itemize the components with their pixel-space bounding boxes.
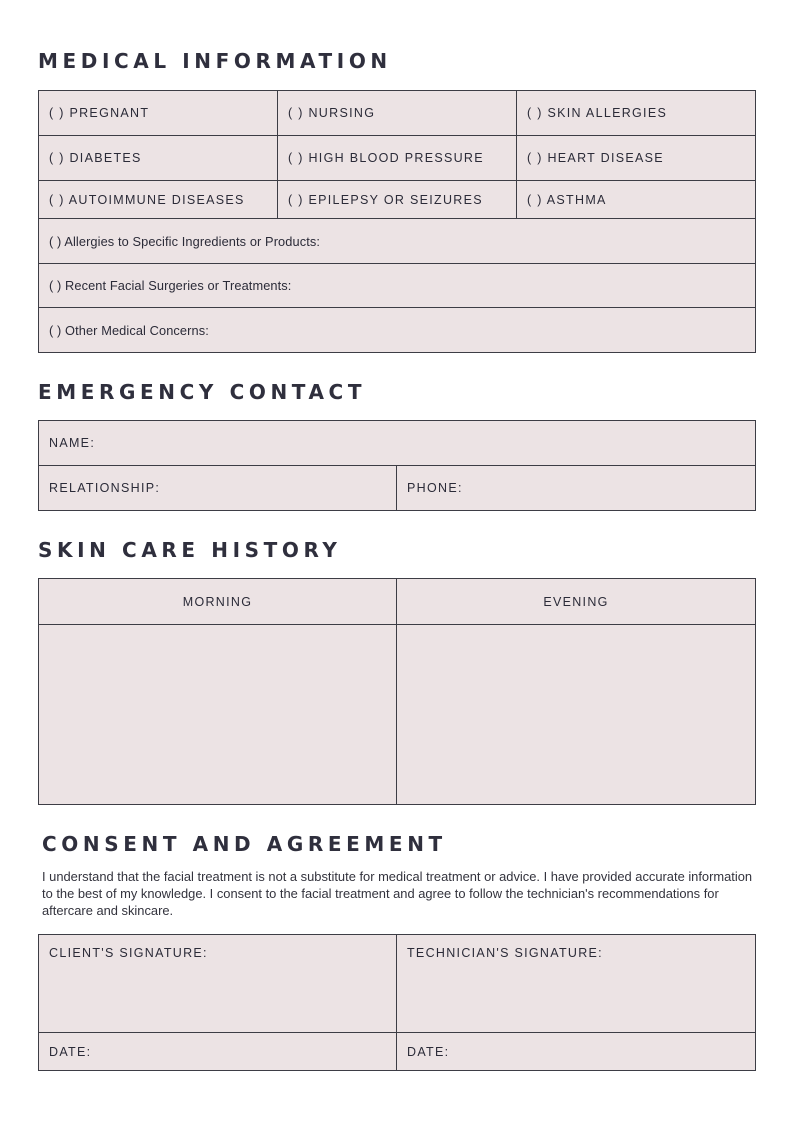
allergies-field[interactable]: ( ) Allergies to Specific Ingredients or Products: (39, 219, 756, 264)
condition-asthma[interactable]: ( ) ASTHMA (517, 181, 756, 219)
morning-column-header: MORNING (39, 579, 397, 625)
technician-signature-field[interactable]: TECHNICIAN'S SIGNATURE: (397, 935, 756, 1033)
emergency-contact-heading: EMERGENCY CONTACT (38, 380, 367, 404)
consent-text: I understand that the facial treatment is not a substitute for medical treatment or advice. I have provided accurate information to the best of my knowledge. I consent to the facial treatment and agree to follow the technician's recommendations for aftercare and skincare. (42, 869, 753, 918)
condition-diabetes[interactable]: ( ) DIABETES (39, 136, 278, 181)
medical-information-table (38, 90, 756, 353)
condition-autoimmune-diseases[interactable]: ( ) AUTOIMMUNE DISEASES (39, 181, 278, 219)
recent-surgeries-field[interactable]: ( ) Recent Facial Surgeries or Treatments: (39, 264, 756, 308)
client-signature-field[interactable]: CLIENT'S SIGNATURE: (39, 935, 397, 1033)
evening-routine-field[interactable] (397, 625, 756, 805)
condition-pregnant[interactable]: ( ) PREGNANT (39, 91, 278, 136)
condition-high-blood-pressure[interactable]: ( ) HIGH BLOOD PRESSURE (278, 136, 517, 181)
condition-skin-allergies[interactable]: ( ) SKIN ALLERGIES (517, 91, 756, 136)
skin-care-history-heading: SKIN CARE HISTORY (38, 538, 342, 562)
emergency-contact-table (38, 420, 756, 511)
emergency-relationship-field[interactable]: RELATIONSHIP: (39, 466, 397, 511)
signature-table (38, 934, 756, 1071)
condition-nursing[interactable]: ( ) NURSING (278, 91, 517, 136)
emergency-name-field[interactable]: NAME: (39, 421, 756, 466)
other-concerns-field[interactable]: ( ) Other Medical Concerns: (39, 308, 756, 353)
technician-date-field[interactable]: DATE: (397, 1033, 756, 1071)
evening-column-header: EVENING (397, 579, 756, 625)
skin-care-history-table (38, 578, 756, 805)
medical-information-heading: MEDICAL INFORMATION (38, 49, 392, 73)
condition-heart-disease[interactable]: ( ) HEART DISEASE (517, 136, 756, 181)
morning-routine-field[interactable] (39, 625, 397, 805)
emergency-phone-field[interactable]: PHONE: (397, 466, 756, 511)
condition-epilepsy-or-seizures[interactable]: ( ) EPILEPSY OR SEIZURES (278, 181, 517, 219)
consent-heading: CONSENT AND AGREEMENT (42, 832, 447, 856)
client-date-field[interactable]: DATE: (39, 1033, 397, 1071)
